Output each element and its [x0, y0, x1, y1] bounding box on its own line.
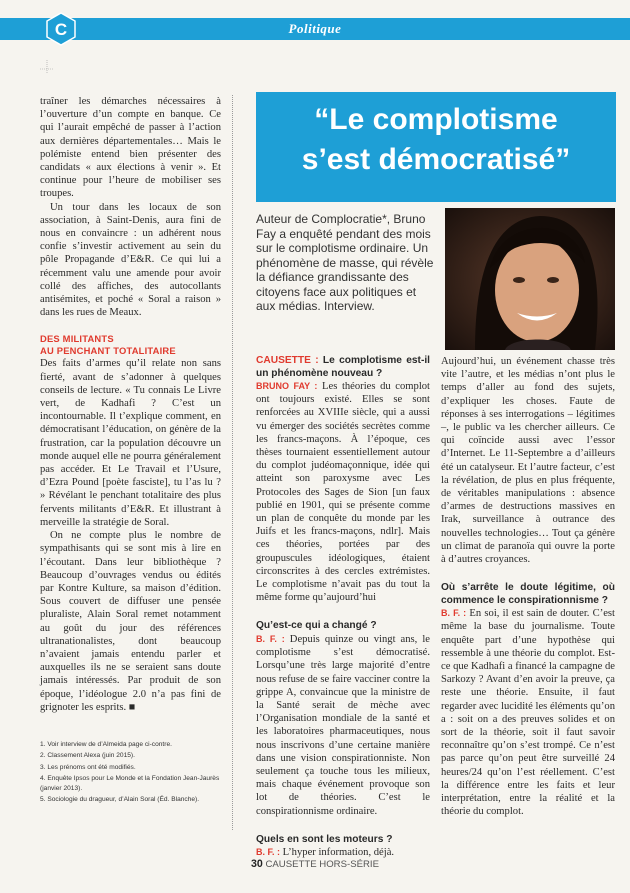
title-line-2: s’est démocratisé” [301, 143, 571, 176]
speaker-label: BRUNO FAY : [256, 381, 318, 391]
subhead-line-2: AU PENCHANT TOTALITAIRE [40, 345, 176, 357]
footnote: 1. Voir interview de d’Almeida page ci-contre. [40, 741, 172, 748]
speaker-label: B. F. : [256, 847, 280, 858]
column-1 [40, 95, 221, 714]
speaker-label: B. F. : [441, 608, 467, 619]
c-logo-icon [44, 12, 78, 46]
column-2 [256, 355, 430, 860]
footnote: 2. Classement Alexa (juin 2015). [40, 752, 135, 760]
answer-2 [256, 633, 430, 818]
footnote: 3. Les prénoms ont été modifiés. [40, 763, 136, 771]
col1-paragraph-3: Des faits d’armes qu’il relate non sans fierté, avant de s’adonner à quelques conseils de lecture. « Tu connais Le Livre vert, de Kadhafi ? C’est un incontournable. Il t’explique comment, en démocratisant l’éducation, on génère de la frustration, car la population découvre un monde auquel elle ne pourra généralement pas accéder. Et Le Travail et l’Usure, d’Ezra Pound [poète fasciste], tu l’as lu ? » Révélant le penchant totalitaire des plus fervents militants d’E&R. Et illustrant à merveille la stratégie de Soral. [40, 358, 221, 528]
article-title [256, 100, 616, 180]
col3-paragraph-1: Aujourd’hui, un événement chasse très vite l’autre, et les médias n’ont plus le temps d’aller au fond des sujets, d’expliquer les choses. Faute de réponses à ses interrogations – légitimes –, le public va les chercher ailleurs. Ce qui coïncide aussi avec l’essor d’Internet. Le 11-Septembre a d’ailleurs été un catalyseur. Et l’autre facteur, c’est la révélation, de plus en plus fréquente, de véritables manipulations : absence d’armes de destructions massives en Irak, surveillance à outrance des nouvelles technologies… Tout ça génère un climat de paranoïa qui ouvre la porte à d’autres croyances. [441, 356, 615, 566]
footnote: 4. Enquête Ipsos pour Le Monde et la Fondation Jean-Jaurès (janvier 2013). [40, 775, 220, 792]
col1-paragraph-4: On ne compte plus le nombre de sympathisants qui se sont mis à lire en l’écoutant. Dans leur bibliothèque ? Beaucoup d’ouvrages vendus ou édités par Kontre Kulture, sa maison d’édition. Sous couvert de diffuser une pensée pluraliste, Alain Soral remet notamment au goût du jour des références ultranationalistes, dont beaucoup n’avaient jamais entendu parler et auxquelles ils ne se seraient sans doute jamais intéressés. Par produit de son époque, l’idéologue 2.0 n’a pas fini de grignoter les esprits. ■ [40, 530, 221, 713]
speaker-label: B. F. : [256, 633, 285, 644]
registration-mark-icon [40, 60, 54, 74]
question-3: Quels en sont les moteurs ? [256, 833, 393, 845]
page-footer [0, 858, 630, 870]
column-3 [441, 355, 615, 819]
question-text: Le complotisme est-il un phénomène nouveau ? [256, 355, 430, 379]
question-4: Où s’arrête le doute légitime, où commence le conspirationnisme ? [441, 582, 615, 606]
title-line-1: “Le complotisme [314, 103, 558, 136]
answer-text: Depuis quinze ou vingt ans, le complotisme s’est démocratisé. Lorsqu’une très large majorité d’entre nous refuse de se faire vacciner contre la grippe A, convaincue que la ministre de la Santé serait de mèche avec l’Organisation mondiale de la santé et les laboratoires pharmaceutiques, nous nous inscrivons d’une certaine manière dans une vision conspirationniste. Non seulement ça touche tous les milieux, mais chaque événement provoque son lot de théories. C’est le conspirationnisme ordinaire. [256, 633, 430, 817]
question-2: Qu’est-ce qui a changé ? [256, 620, 377, 632]
col1-paragraph-2: Un tour dans les locaux de son association, à Saint-Denis, aura fini de nous en convaincre : un adhérent nous confie s’investir activement au sein du pôle Propagande d’E&R. Ce qui lui a récemment valu une amende pour avoir collé des affiches, des autocollants antisémites, et poché « Soral a raison » dans les rues de Meaux. [40, 201, 221, 319]
standfirst: Auteur de Complocratie*, Bruno Fay a enquêté pendant des mois sur le complotisme ordinaire. Un phénomène de masse, qui révèle la défiance grandissante des citoyens face aux politiques et aux médias. Interview. [256, 212, 434, 313]
answer-1 [256, 380, 430, 604]
page-number: 30 [250, 858, 263, 870]
section-label: Politique [288, 21, 342, 36]
answer-text: En soi, il est sain de douter. C’est même la base du journalisme. Toute enquête part d’une hypothèse qui ressemble à une théorie du complot. Est-ce que Kadhafi a financé la campagne de Sarkozy ? Avant d’en avoir la preuve, ça reste une théorie. Ensuite, il faut regarder avec lucidité les éléments qu’on a : soit on a des preuves solides et on sort de la théorie, soit il faut savoir reconnaître qu’on s’est trompé. Ce n’est pas parce qu’on peut être surveillé 24 heures/24 qu’on l’est réellement. C’est la différence entre les faits et leur interprétation, entre la réalité et la théorie du complot. [441, 608, 615, 818]
question-1 [256, 355, 430, 380]
portrait-photo [445, 208, 615, 350]
question-brand: CAUSETTE : [256, 355, 319, 366]
footnotes [40, 740, 230, 806]
answer-text: L’hyper information, déjà. [280, 847, 395, 859]
badge-letter: C [54, 20, 68, 39]
answer-4 [441, 607, 615, 818]
magazine-name: CAUSETTE HORS-SÉRIE [265, 859, 379, 870]
column-divider [232, 95, 233, 830]
answer-text: Les théories du complot ont toujours existé. Elles se sont renforcées au XVIIIe siècle, qui a aussi vu émerger des sociétés secrètes comme les francs-maçons. À l’époque, ces thèses tournaient essentiellement autour du complot judéomaçonnique, idée qui atteint son paroxysme avec Les Protocoles des Sages de Sion [un faux publié en 1901, qui se présente comme un plan de conquête du monde par les Juifs et les francs-maçons, ndlr]. Mais ces théories, portées par des groupuscules idéologiques, étaient circonscrites à des cercles extrémistes. Le complotisme n’avait pas du tout la même forme qu’aujourd’hui [256, 381, 430, 604]
subhead-line-1: DES MILITANTS [40, 333, 114, 345]
col1-paragraph-1: traîner les démarches nécessaires à l’ouverture d’un compte en banque. Ce qui l’aurait empêché de passer à l’action aux dernières départementales… Mais le polémiste entend bien présenter des candidats « aux élections à venir ». Et continue pour l’heure de mobiliser ses troupes. [40, 96, 221, 200]
footnote: 5. Sociologie du dragueur, d’Alain Soral (Éd. Blanche). [40, 796, 200, 804]
